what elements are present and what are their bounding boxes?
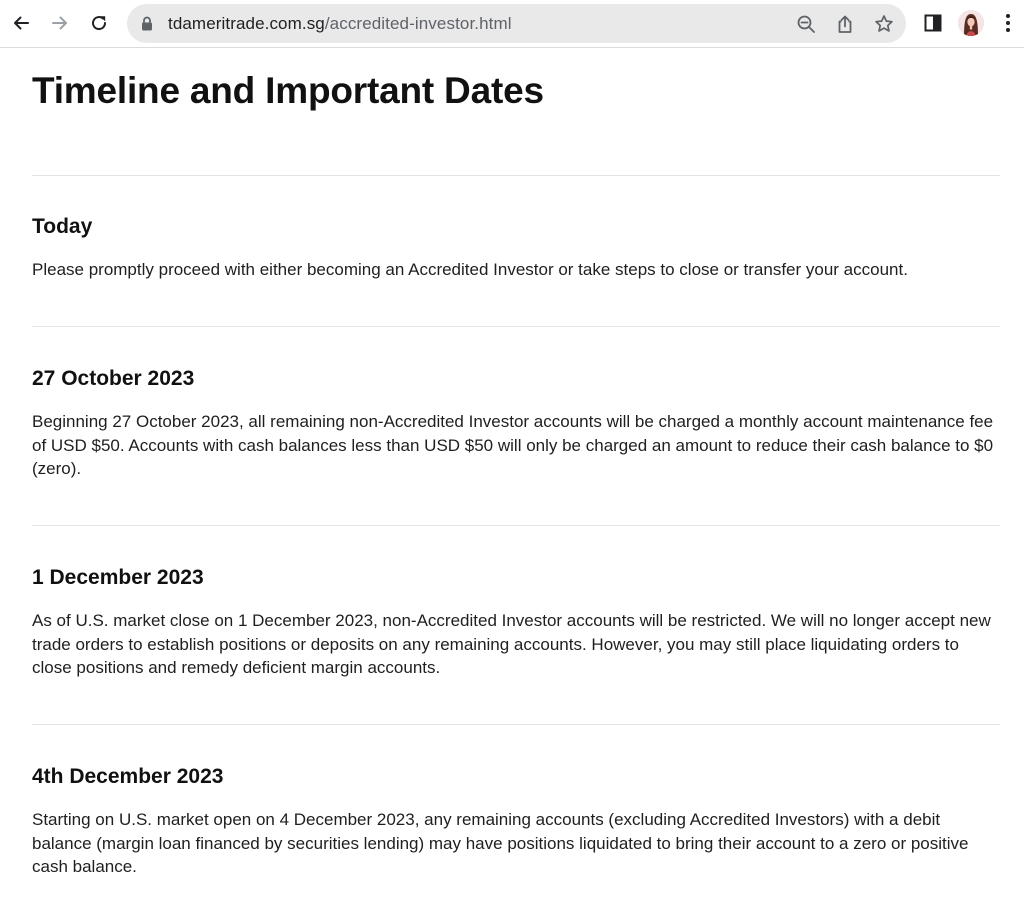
section-heading-today: Today [32, 215, 93, 238]
section-body-today: Please promptly proceed with either becoming an Accredited Investor or take steps to close or transfer your account. [32, 260, 908, 279]
side-panel-icon [923, 13, 943, 33]
side-panel-button[interactable] [918, 8, 948, 38]
reload-button[interactable] [84, 8, 114, 38]
bookmark-button[interactable] [872, 12, 896, 36]
arrow-left-icon [11, 13, 31, 33]
menu-button[interactable] [996, 8, 1020, 38]
url-text[interactable] [168, 14, 512, 34]
section-heading-4th-december: 4th December 2023 [32, 765, 224, 788]
star-icon [874, 14, 894, 34]
arrow-right-icon [50, 13, 70, 33]
forward-button[interactable] [45, 8, 75, 38]
page-title: Timeline and Important Dates [32, 70, 544, 111]
browser-toolbar [0, 0, 1024, 48]
url-host: tdameritrade.com.sg [168, 14, 325, 33]
share-icon [835, 14, 855, 34]
section-body-1-december: As of U.S. market close on 1 December 2023, non-Accredited Investor accounts will be restricted. We will no longer accept new trade orders to establish positions or deposits on any remaining accounts. However, you may still place liquidating orders to close positions and remedy deficient margin accounts. [32, 611, 991, 677]
kebab-menu-icon [1005, 13, 1011, 33]
section-divider [32, 525, 1000, 526]
section-heading-1-december: 1 December 2023 [32, 566, 204, 589]
profile-avatar-icon [958, 10, 984, 36]
section-body-4th-december: Starting on U.S. market open on 4 December 2023, any remaining accounts (excluding Accredited Investors) with a debit balance (margin loan financed by securities lending) may have positions liquidated to bring their account to a zero or positive cash balance. [32, 810, 969, 876]
zoom-out-icon [796, 14, 816, 34]
section-heading-27-october: 27 October 2023 [32, 367, 195, 390]
zoom-button[interactable] [794, 12, 818, 36]
section-divider [32, 724, 1000, 725]
share-button[interactable] [833, 12, 857, 36]
back-button[interactable] [6, 8, 36, 38]
lock-icon[interactable] [141, 16, 153, 31]
section-divider [32, 326, 1000, 327]
avatar[interactable] [958, 10, 984, 36]
section-divider [32, 175, 1000, 176]
url-path: /accredited-investor.html [324, 14, 512, 33]
section-body-27-october: Beginning 27 October 2023, all remaining non-Accredited Investor accounts will be charged a monthly account maintenance fee of USD $50. Accounts with cash balances less than USD $50 will only be charged an amount to reduce their cash balance to $0 (zero). [32, 412, 994, 478]
address-bar[interactable] [127, 4, 906, 43]
reload-icon [89, 13, 109, 33]
